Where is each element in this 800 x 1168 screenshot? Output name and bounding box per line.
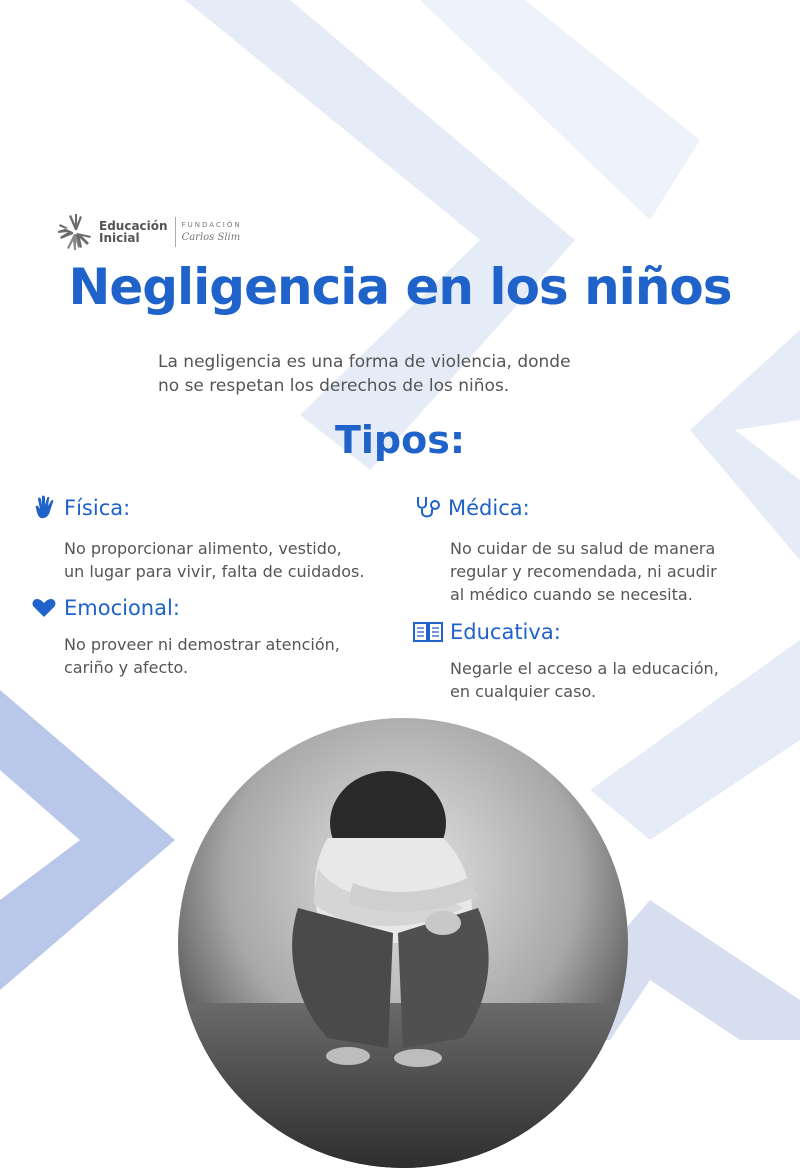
logo-divider <box>175 217 176 247</box>
type-fisica-title: Física: <box>64 496 131 520</box>
type-emocional-line2: cariño y afecto. <box>64 658 189 677</box>
type-emocional-header <box>30 594 180 622</box>
type-educativa-title: Educativa: <box>450 620 561 644</box>
type-emocional-line1: No proveer ni demostrar atención, <box>64 635 340 654</box>
logo-line2: Inicial <box>99 231 140 245</box>
tipos-heading: Tipos: <box>334 418 466 462</box>
type-educativa-line1: Negarle el acceso a la educación, <box>450 659 719 678</box>
type-educativa-line2: en cualquier caso. <box>450 682 597 701</box>
page-title: Negligencia en los niños <box>68 258 732 316</box>
type-fisica-desc <box>64 537 364 583</box>
type-medica-desc <box>450 537 717 606</box>
logo-fundacion: FUNDACIÓN <box>181 221 242 229</box>
logo-signature: Carlos Slim <box>181 232 241 243</box>
type-educativa-header <box>412 618 561 646</box>
logo <box>55 212 242 252</box>
logo-line1: Educación <box>99 219 168 233</box>
type-fisica-line2: un lugar para vivir, falta de cuidados. <box>64 562 365 581</box>
type-fisica-header <box>30 494 130 522</box>
hand-icon <box>30 494 58 522</box>
type-medica-title: Médica: <box>448 496 530 520</box>
hands-logo-icon <box>55 212 95 252</box>
type-emocional-title: Emocional: <box>64 596 180 620</box>
type-educativa-desc <box>450 657 719 703</box>
intro-text <box>158 350 678 398</box>
type-emocional-desc <box>64 633 340 679</box>
type-medica-line3: al médico cuando se necesita. <box>450 585 693 604</box>
child-photo <box>178 718 628 1168</box>
type-medica-header <box>414 494 530 522</box>
heart-icon <box>30 594 58 622</box>
intro-line1: La negligencia es una forma de violencia, donde <box>158 352 571 372</box>
type-medica-line1: No cuidar de su salud de manera <box>450 539 716 558</box>
book-icon <box>412 618 444 646</box>
type-fisica-line1: No proporcionar alimento, vestido, <box>64 539 342 558</box>
type-medica-line2: regular y recomendada, ni acudir <box>450 562 717 581</box>
child-photo-illustration <box>178 718 628 1168</box>
intro-line2: no se respetan los derechos de los niños. <box>158 376 510 396</box>
stethoscope-icon <box>414 494 442 522</box>
